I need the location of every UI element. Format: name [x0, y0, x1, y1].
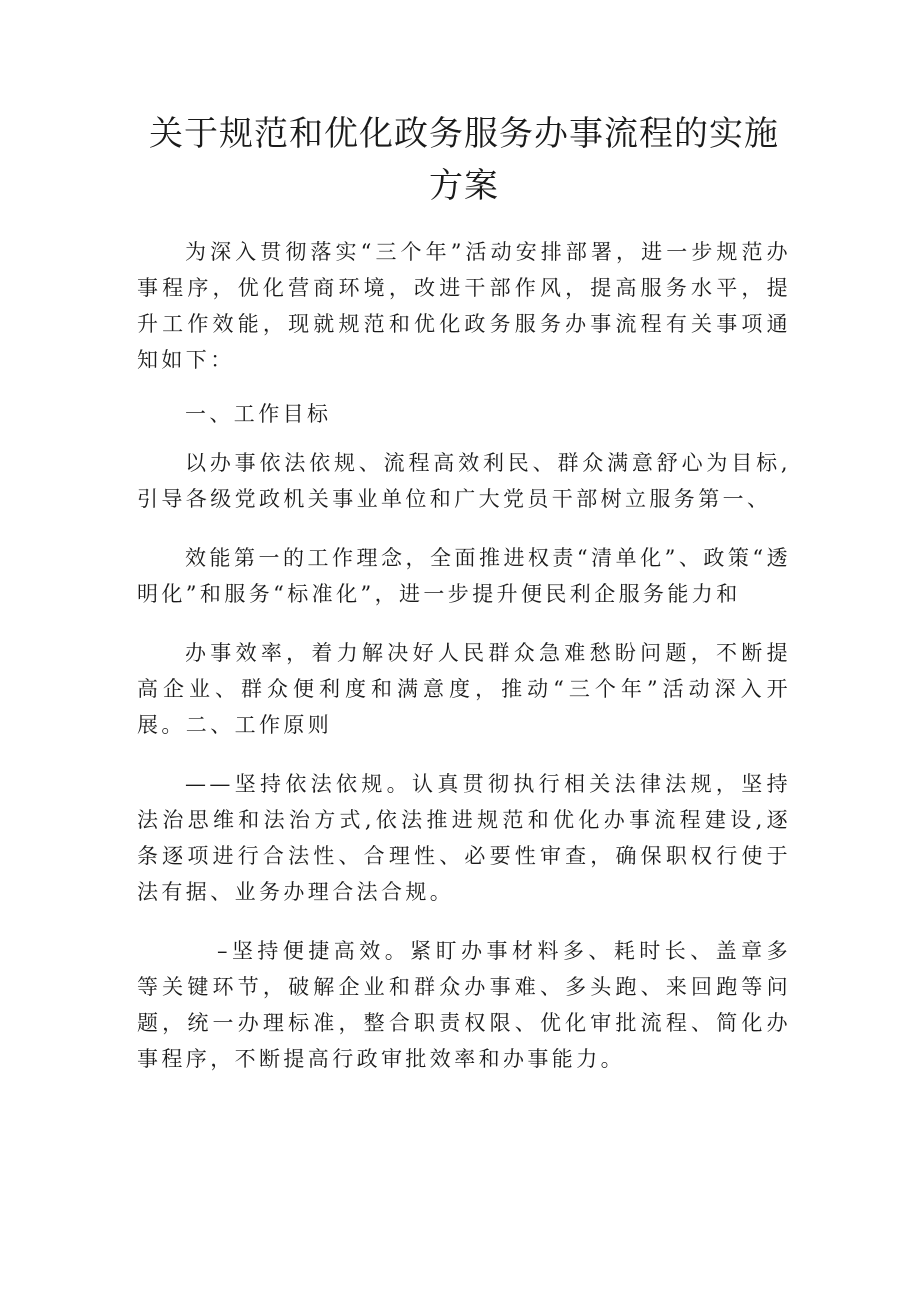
goals-paragraph-2: 效能第一的工作理念，全面推进权责“清单化”、政策“透明化”和服务“标准化”，进一步提升便民利企服务能力和 — [137, 546, 791, 606]
goals-paragraph-3: 办事效率，着力解决好人民群众急难愁盼问题，不断提高企业、群众便利度和满意度，推动“三个年”活动深入开展。二、工作原则 — [137, 641, 791, 737]
principle-efficient-paragraph: –坚持便捷高效。紧盯办事材料多、耗时长、盖章多等关键环节，破解企业和群众办事难、多头跑、来回跑等问题，统一办理标准，整合职责权限、优化审批流程、简化办事程序，不断提高行政审批效率和办事能力。 — [137, 939, 791, 1071]
document-body — [137, 234, 791, 1077]
section-heading-goals: 一、工作目标 — [185, 402, 332, 426]
intro-paragraph: 为深入贯彻落实“三个年”活动安排部署，进一步规范办事程序，优化营商环境，改进干部作风，提高服务水平，提升工作效能，现就规范和优化政务服务办事流程有关事项通知如下： — [137, 240, 791, 372]
document-title: 关于规范和优化政务服务办事流程的实施方案 — [149, 114, 779, 206]
goals-paragraph-1: 以办事依法依规、流程高效利民、群众满意舒心为目标,引导各级党政机关事业单位和广大党员干部树立服务第一、 — [137, 451, 791, 511]
principle-lawful-paragraph: ——坚持依法依规。认真贯彻执行相关法律法规，坚持法治思维和法治方式,依法推进规范和优化办事流程建设,逐条逐项进行合法性、合理性、必要性审查，确保职权行使于法有据、业务办理合法合规。 — [137, 772, 791, 904]
document-page — [137, 108, 791, 1077]
